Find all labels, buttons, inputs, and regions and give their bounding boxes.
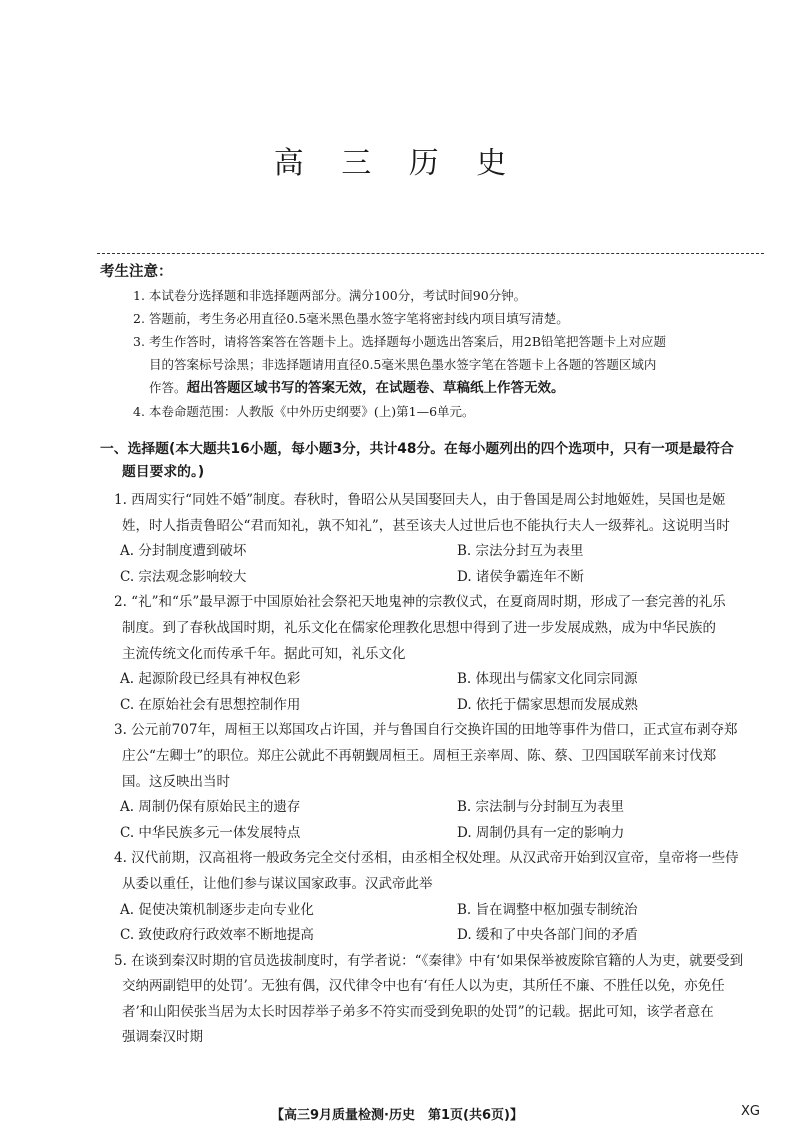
question-stem [114, 718, 774, 795]
section-heading-line: 一、选择题(本大题共16小题，每小题3分，共计48分。在每小题列出的四个选项中，只有一项是最符合 [100, 441, 734, 457]
section-heading [100, 438, 770, 484]
notice-list [133, 284, 773, 423]
page-footer: 【高三9月质量检测·历史 第1页(共6页)】 [271, 1108, 523, 1123]
options [114, 539, 774, 590]
option-b: B. 宗法分封互为表里 [457, 543, 584, 560]
question-1 [114, 488, 774, 590]
notice-item [133, 400, 773, 423]
option-d: D. 诸侯争霸连年不断 [457, 568, 584, 585]
option-c: C. 致使政府行政效率不断地提高 [120, 927, 314, 944]
option-a: A. 起源阶段已经具有神权色彩 [120, 671, 301, 688]
option-c: C. 在原始社会有思想控制作用 [120, 696, 301, 713]
question-2 [114, 590, 774, 718]
question-stem [114, 949, 774, 1051]
question-stem [114, 488, 774, 539]
options [114, 667, 774, 718]
notice-item [133, 330, 773, 400]
stem-line: 制度。到了春秋战国时期，礼乐文化在儒家伦理教化思想中得到了进一步发展成熟，成为中华民族的 [122, 619, 716, 636]
stem-line: 者’和山阳侯张当居为太长时因荐举子弟多不符实而受到免职的处罚”的记载。据此可知，该学者意在 [122, 1003, 714, 1020]
option-a: A. 分封制度遭到破坏 [120, 543, 247, 560]
notice-emphasis-text: 超出答题区域书写的答案无效，在试题卷、草稿纸上作答无效。 [186, 380, 565, 396]
option-c: C. 中华民族多元一体发展特点 [120, 824, 301, 841]
stem-line: 交纳两副铠甲的处罚’。无独有偶，汉代律令中也有‘有任人以为吏，其所任不廉、不胜任以免，亦免任 [122, 978, 725, 995]
notice-item [133, 307, 773, 330]
option-a: A. 促使决策机制逐步走向专业化 [120, 901, 314, 918]
option-d: D. 依托于儒家思想而发展成熟 [457, 696, 638, 713]
question-3 [114, 718, 774, 846]
stem-line: 3. 公元前707年，周桓王以郑国攻占许国，并与鲁国自行交换许国的田地等事件为借口，正式宣布剥夺郑 [114, 722, 738, 739]
notice-item-text: 作答。 [149, 380, 187, 395]
option-a: A. 周制仍保有原始民主的遗存 [120, 799, 301, 816]
stem-line: 国。这反映出当时 [122, 773, 230, 790]
question-stem [114, 590, 774, 667]
section-heading-line: 题目要求的。) [122, 464, 205, 480]
notice-item-text: 2. 答题前，考生务必用直径0.5毫米黑色墨水签字笔将密封线内项目填写清楚。 [133, 311, 569, 326]
stem-line: 2. “礼”和“乐”最早源于中国原始社会祭祀天地鬼神的宗教仪式，在夏商周时期，形成了一套完善的礼乐 [114, 594, 726, 611]
option-d: D. 缓和了中央各部门间的矛盾 [457, 927, 638, 944]
stem-line: 强调秦汉时期 [122, 1029, 203, 1046]
stem-line: 1. 西周实行“同姓不婚”制度。春秋时，鲁昭公从吴国娶回夫人，由于鲁国是周公封地姬姓，吴国也是姬 [114, 492, 726, 508]
stem-line: 5. 在谈到秦汉时期的官员选拔制度时，有学者说：“《秦律》中有‘如果保举被废除官籍的人为吏，就要受到 [114, 952, 744, 969]
stem-line: 庄公“左卿士”的职位。郑庄公就此不再朝觐周桓王。周桓王亲率周、陈、蔡、卫四国联军前来讨伐郑 [122, 747, 717, 764]
notice-item-text: 1. 本试卷分选择题和非选择题两部分。满分100分，考试时间90分钟。 [133, 288, 527, 303]
option-d: D. 周制仍具有一定的影响力 [457, 824, 625, 841]
notice-item-text: 3. 考生作答时，请将答案答在答题卡上。选择题每小题选出答案后，用2B铅笔把答题卡上对应题 [133, 334, 667, 349]
stem-line: 从委以重任，让他们参与谋议国家政事。汉武帝此举 [122, 875, 433, 892]
question-4 [114, 846, 774, 948]
notice-item [133, 284, 773, 307]
notice-item-text-line3 [133, 376, 773, 400]
option-b: B. 宗法制与分封制互为表里 [457, 799, 625, 816]
question-5 [114, 949, 774, 1051]
stem-line: 4. 汉代前期，汉高祖将一般政务完全交付丞相，由丞相全权处理。从汉武帝开始到汉宣帝，皇帝将一些侍 [114, 850, 739, 867]
page-title: 高 三 历 史 [273, 146, 521, 181]
notice-heading: 考生注意： [100, 264, 173, 280]
option-c: C. 宗法观念影响较大 [120, 568, 247, 585]
notice-item-text: 目的答案标号涂黑；非选择题请用直径0.5毫米黑色墨水签字笔在答题卡上各题的答题区域内 [149, 357, 657, 372]
stem-line: 姓，时人指责鲁昭公“君而知礼，孰不知礼”，甚至该夫人过世后也不能执行夫人一级葬礼。这说明当时 [122, 517, 730, 534]
stem-line: 主流传统文化而传承千年。据此可知，礼乐文化 [122, 645, 406, 662]
option-b: B. 旨在调整中枢加强专制统治 [457, 901, 638, 918]
options [114, 795, 774, 846]
question-stem [114, 846, 774, 897]
options [114, 898, 774, 949]
notice-item-text: 4. 本卷命题范围：人教版《中外历史纲要》(上)第1—6单元。 [133, 404, 475, 419]
question-list [114, 488, 774, 1051]
option-b: B. 体现出与儒家文化同宗同源 [457, 671, 638, 688]
footer-code: XG [741, 1104, 760, 1119]
header-divider [97, 253, 764, 254]
